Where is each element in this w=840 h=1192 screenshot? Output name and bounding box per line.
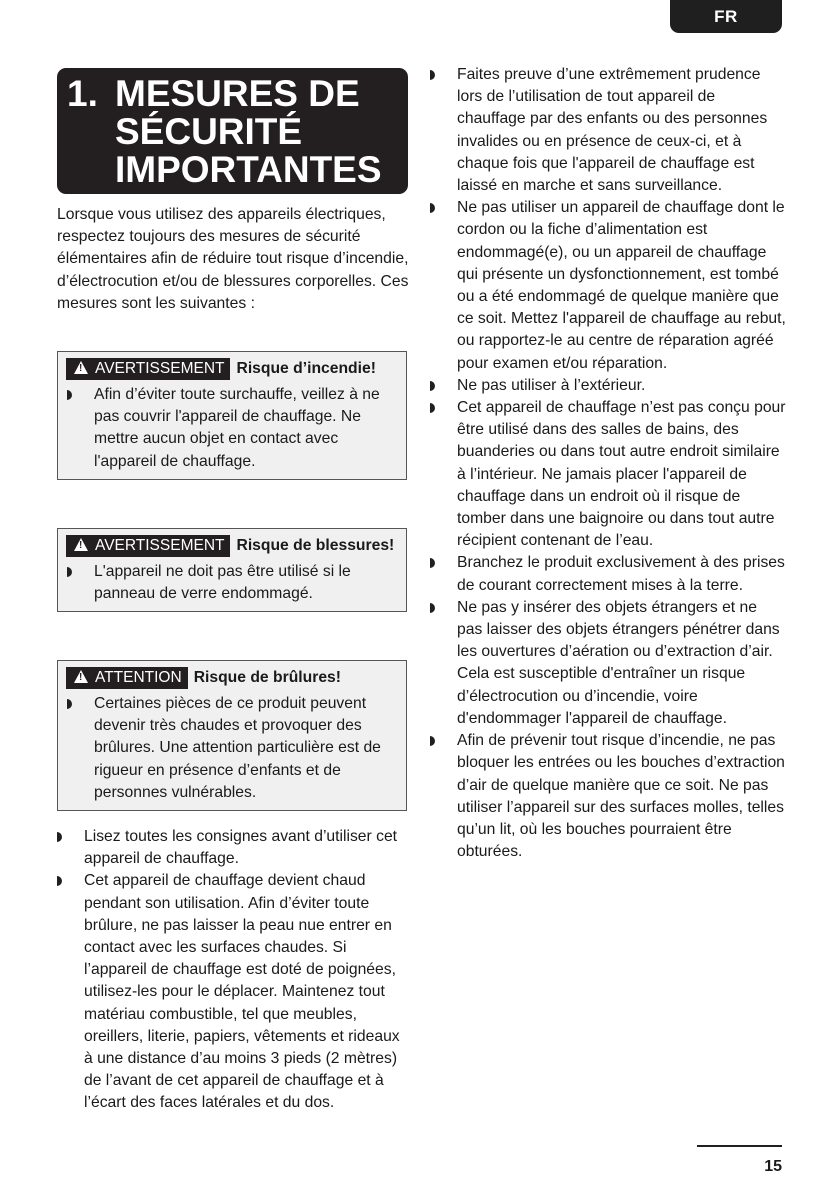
warning-triangle-icon xyxy=(74,538,88,551)
list-item: Branchez le produit exclusivement à des prises de courant correctement mises à la terre. xyxy=(430,552,786,596)
list-item: Cet appareil de chauffage n’est pas conçu pour être utilisé dans des salles de bains, des buanderies ou dans tout autre endroit similaire à l’intérieur. Ne jamais placer l'appareil de chauffage dans un endroit où il risque de tomber dans une baignoire ou dans tout autre récipient contenant de l’eau. xyxy=(430,397,786,552)
safety-list-right xyxy=(430,64,786,863)
warning-heading: Risque de brûlures! xyxy=(193,669,342,686)
section-number: 1. xyxy=(67,73,98,114)
list-item: Afin d’éviter toute surchauffe, veillez à ne pas couvrir l'appareil de chauffage. Ne mettre aucun objet en contact avec l'appareil de chauffage. xyxy=(64,384,400,473)
bullet-icon xyxy=(57,832,62,842)
list-item: L'appareil ne doit pas être utilisé si le panneau de verre endommagé. xyxy=(64,561,400,605)
title-line-1: MESURES DE xyxy=(115,73,360,114)
list-item: Faites preuve d’une extrêmement prudence lors de l’utilisation de tout appareil de chauffage par des enfants ou des personnes invalides ou en présence de ceux-ci, et à chaque fois que l'appareil de chauffage est laissé en marche et sans surveillance. xyxy=(430,64,786,197)
bullet-icon xyxy=(67,699,72,709)
list-item: Ne pas utiliser à l’extérieur. xyxy=(430,375,786,397)
bullet-icon xyxy=(430,603,435,613)
warning-triangle-icon xyxy=(74,361,88,374)
bullet-icon xyxy=(430,403,435,413)
caution-badge: !ATTENTION xyxy=(66,667,188,689)
language-tab: FR xyxy=(670,0,782,33)
bullet-icon xyxy=(67,567,72,577)
bullet-icon xyxy=(430,736,435,746)
title-line-2: SÉCURITÉ xyxy=(115,111,303,152)
bullet-icon xyxy=(430,70,435,80)
warning-box-fire xyxy=(57,351,407,480)
warning-badge: !AVERTISSEMENT xyxy=(66,358,230,380)
list-item: Ne pas y insérer des objets étrangers et ne pas laisser des objets étrangers pénétrer dans les ouvertures d’aération ou d’extraction d’air. Cela est susceptible d'entraîner un risque d’électrocution ou d’incendie, voire d'endommager l'appareil de chauffage. xyxy=(430,597,786,730)
bullet-icon xyxy=(430,558,435,568)
bullet-icon xyxy=(67,390,72,400)
warning-box-injury xyxy=(57,528,407,612)
list-item: Lisez toutes les consignes avant d’utiliser cet appareil de chauffage. xyxy=(57,826,409,870)
bullet-icon xyxy=(57,876,62,886)
warning-heading: Risque de blessures! xyxy=(236,537,395,554)
list-item: Cet appareil de chauffage devient chaud pendant son utilisation. Afin d’éviter toute brûlure, ne pas laisser la peau nue entrer en contact avec les surfaces chaudes. Si l’appareil de chauffage est doté de poignées, utilisez-les pour le déplacer. Maintenez tout matériau combustible, tel que meubles, oreillers, literie, papiers, vêtements et rideaux à une distance d’au moins 3 pieds (2 mètres) de l’avant de cet appareil de chauffage et à l’écart des faces latérales et du dos. xyxy=(57,870,409,1114)
page-number: 15 xyxy=(764,1158,782,1175)
section-title xyxy=(57,68,408,194)
warning-heading: Risque d’incendie! xyxy=(236,360,376,377)
warning-badge: !AVERTISSEMENT xyxy=(66,535,230,557)
caution-box-burns xyxy=(57,660,407,811)
title-line-3: IMPORTANTES xyxy=(115,149,382,190)
bullet-icon xyxy=(430,203,435,213)
intro-paragraph: Lorsque vous utilisez des appareils électriques, respectez toujours des mesures de sécurité élémentaires afin de réduire tout risque d’incendie, d’électrocution et/ou de blessures corporelles. Ces mesures sont les suivantes : xyxy=(57,206,409,312)
list-item: Afin de prévenir tout risque d’incendie, ne pas bloquer les entrées ou les bouches d’extraction d’air de quelque manière que ce soit. Ne pas utiliser l’appareil sur des surfaces molles, telles qu’un lit, où les bouches pourraient être obturées. xyxy=(430,730,786,863)
list-item: Certaines pièces de ce produit peuvent devenir très chaudes et provoquer des brûlures. Une attention particulière est de rigueur en présence d’enfants et de personnes vulnérables. xyxy=(64,693,400,804)
safety-list-left xyxy=(57,826,409,1115)
warning-triangle-icon xyxy=(74,670,88,683)
footer-divider xyxy=(697,1145,782,1147)
bullet-icon xyxy=(430,381,435,391)
list-item: Ne pas utiliser un appareil de chauffage dont le cordon ou la fiche d’alimentation est endommagé(e), ou un appareil de chauffage qui présente un dysfonctionnement, est tombé ou a été endommagé de quelque manière que ce soit. Mettez l'appareil de chauffage au rebut, ou rapportez-le au centre de réparation agréé pour examen et/ou réparation. xyxy=(430,197,786,375)
